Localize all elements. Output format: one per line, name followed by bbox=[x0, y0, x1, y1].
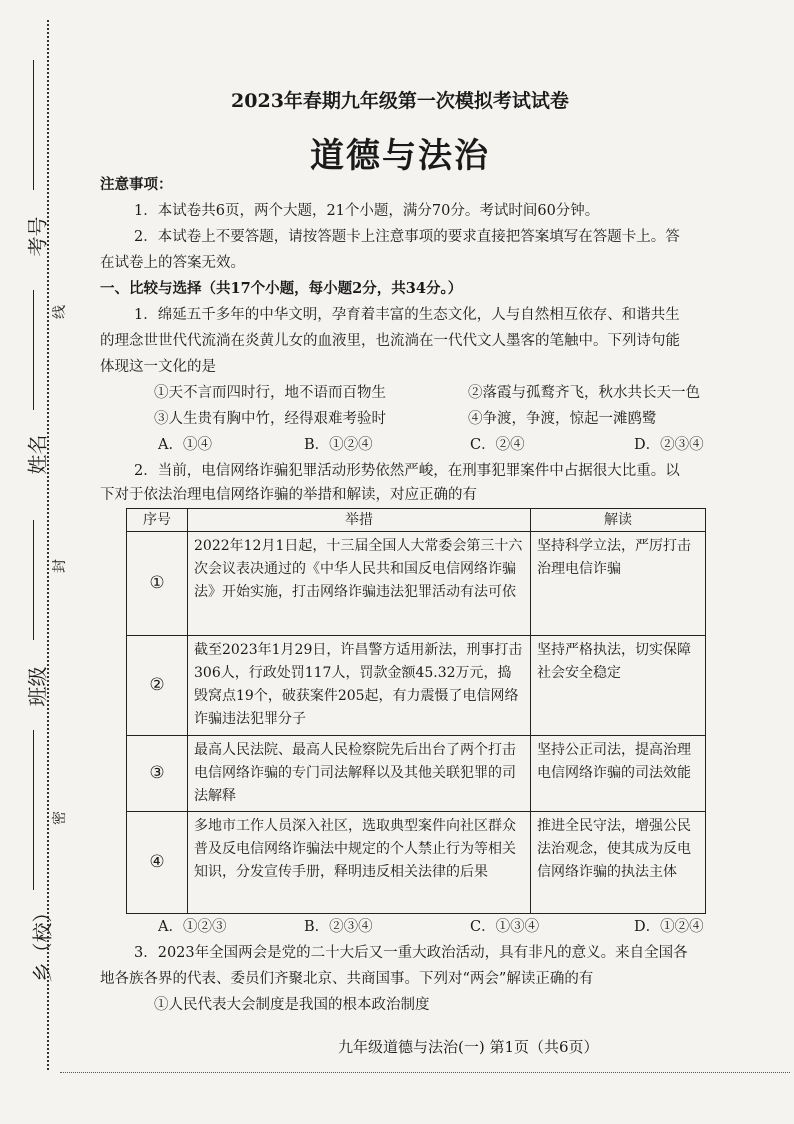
name-blank bbox=[33, 290, 34, 410]
class-label: 班级 bbox=[25, 666, 50, 707]
q2-option-b: B．②③④ bbox=[304, 919, 373, 935]
page-footer: 九年级道德与法治(一) 第1页（共6页） bbox=[338, 1038, 599, 1056]
row-number: ④ bbox=[127, 812, 188, 914]
col-header-measure: 举措 bbox=[188, 509, 531, 532]
col-header-reading: 解读 bbox=[531, 509, 706, 532]
class-blank bbox=[33, 520, 34, 640]
notes-item-1: 1．本试卷共6页，两个大题，21个小题，满分70分。考试时间60分钟。 bbox=[134, 203, 600, 219]
seal-word-seal: 封 bbox=[52, 559, 68, 573]
q2-option-d: D．①②④ bbox=[634, 919, 704, 935]
table-row bbox=[127, 736, 706, 812]
exam-no-blank bbox=[33, 60, 34, 190]
q3-stem-line-2: 地各族各界的代表、委员们齐聚北京、共商国事。下列对“两会”解读正确的有 bbox=[100, 971, 594, 987]
q3-stem-line-1: 3．2023年全国两会是党的二十大后又一重大政治活动，具有非凡的意义。来自全国各 bbox=[134, 945, 688, 961]
row-measure: 2022年12月1日起，十三届全国人大常委会第三十六次会议表决通过的《中华人民共和国反电信网络诈骗法》开始实施，打击网络诈骗违法犯罪活动有法可依 bbox=[188, 532, 531, 636]
township-label: 乡（校） bbox=[30, 902, 55, 983]
col-header-number: 序号 bbox=[127, 509, 188, 532]
q2-stem-line-2: 下对于依法治理电信网络诈骗的举措和解读，对应正确的有 bbox=[100, 487, 477, 503]
q1-option-d: D．②③④ bbox=[634, 437, 704, 453]
q1-item-2: ②落霞与孤鹜齐飞，秋水共长天一色 bbox=[468, 385, 700, 401]
seal-word-line: 线 bbox=[52, 305, 68, 319]
row-reading: 推进全民守法，增强公民法治观念，使其成为反电信网络诈骗的执法主体 bbox=[531, 812, 706, 914]
row-number: ③ bbox=[127, 736, 188, 812]
q1-item-3: ③人生贵有胸中竹，经得艰难考验时 bbox=[154, 411, 386, 427]
table-row bbox=[127, 636, 706, 736]
row-reading: 坚持公正司法，提高治理电信网络诈骗的司法效能 bbox=[531, 736, 706, 812]
township-blank bbox=[33, 730, 34, 890]
table-header-row bbox=[127, 509, 706, 532]
q2-table bbox=[126, 508, 706, 914]
subject-title: 道德与法治 bbox=[310, 136, 490, 176]
name-label: 姓名 bbox=[25, 434, 50, 475]
seal-word-secret: 密 bbox=[52, 811, 68, 825]
notes-item-2-cont: 在试卷上的答案无效。 bbox=[100, 255, 245, 271]
row-measure: 最高人民法院、最高人民检察院先后出台了两个打击电信网络诈骗的专门司法解释以及其他关联犯罪的司法解释 bbox=[188, 736, 531, 812]
q1-item-4: ④争渡，争渡，惊起一滩鸥鹭 bbox=[468, 411, 657, 427]
q2-option-a: A．①②③ bbox=[158, 919, 227, 935]
notes-item-2: 2．本试卷上不要答题，请按答题卡上注意事项的要求直接把答案填写在答题卡上。答 bbox=[134, 229, 680, 245]
row-number: ① bbox=[127, 532, 188, 636]
section-title: 一、比较与选择（共17个小题，每小题2分，共34分。） bbox=[100, 280, 463, 297]
exam-no-label: 考号 bbox=[25, 216, 50, 257]
table-row bbox=[127, 812, 706, 914]
row-measure: 截至2023年1月29日，许昌警方适用新法，刑事打击306人，行政处罚117人，罚款金额45.32万元，捣毁窝点19个，破获案件205起，有力震慑了电信网络诈骗违法犯罪分子 bbox=[188, 636, 531, 736]
q1-item-1: ①天不言而四时行，地不语而百物生 bbox=[154, 385, 386, 401]
row-measure: 多地市工作人员深入社区，选取典型案件向社区群众普及反电信网络诈骗法中规定的个人禁止行为等相关知识，分发宣传手册，释明违反相关法律的后果 bbox=[188, 812, 531, 914]
q3-item-1: ①人民代表大会制度是我国的根本政治制度 bbox=[154, 997, 430, 1013]
row-number: ② bbox=[127, 636, 188, 736]
exam-title: 2023年春期九年级第一次模拟考试试卷 bbox=[231, 90, 569, 112]
row-reading: 坚持科学立法，严厉打击治理电信诈骗 bbox=[531, 532, 706, 636]
q1-option-c: C．②④ bbox=[470, 437, 525, 453]
q2-option-c: C．①③④ bbox=[470, 919, 540, 935]
table-row bbox=[127, 532, 706, 636]
q2-stem-line-1: 2．当前，电信网络诈骗犯罪活动形势依然严峻，在刑事犯罪案件中占据很大比重。以 bbox=[134, 463, 680, 479]
q1-stem-line-1: 1．绵延五千多年的中华文明，孕育着丰富的生态文化，人与自然相互依存、和谐共生 bbox=[134, 307, 680, 323]
q1-option-b: B．①②④ bbox=[304, 437, 373, 453]
q1-stem-line-2: 的理念世世代代流淌在炎黄儿女的血液里，也流淌在一代代文人墨客的笔触中。下列诗句能 bbox=[100, 333, 680, 349]
q1-stem-line-3: 体现这一文化的是 bbox=[100, 359, 216, 375]
footer-dotted-line bbox=[60, 1072, 790, 1073]
q1-option-a: A．①④ bbox=[158, 437, 212, 453]
row-reading: 坚持严格执法，切实保障社会安全稳定 bbox=[531, 636, 706, 736]
notes-heading: 注意事项： bbox=[100, 176, 173, 193]
